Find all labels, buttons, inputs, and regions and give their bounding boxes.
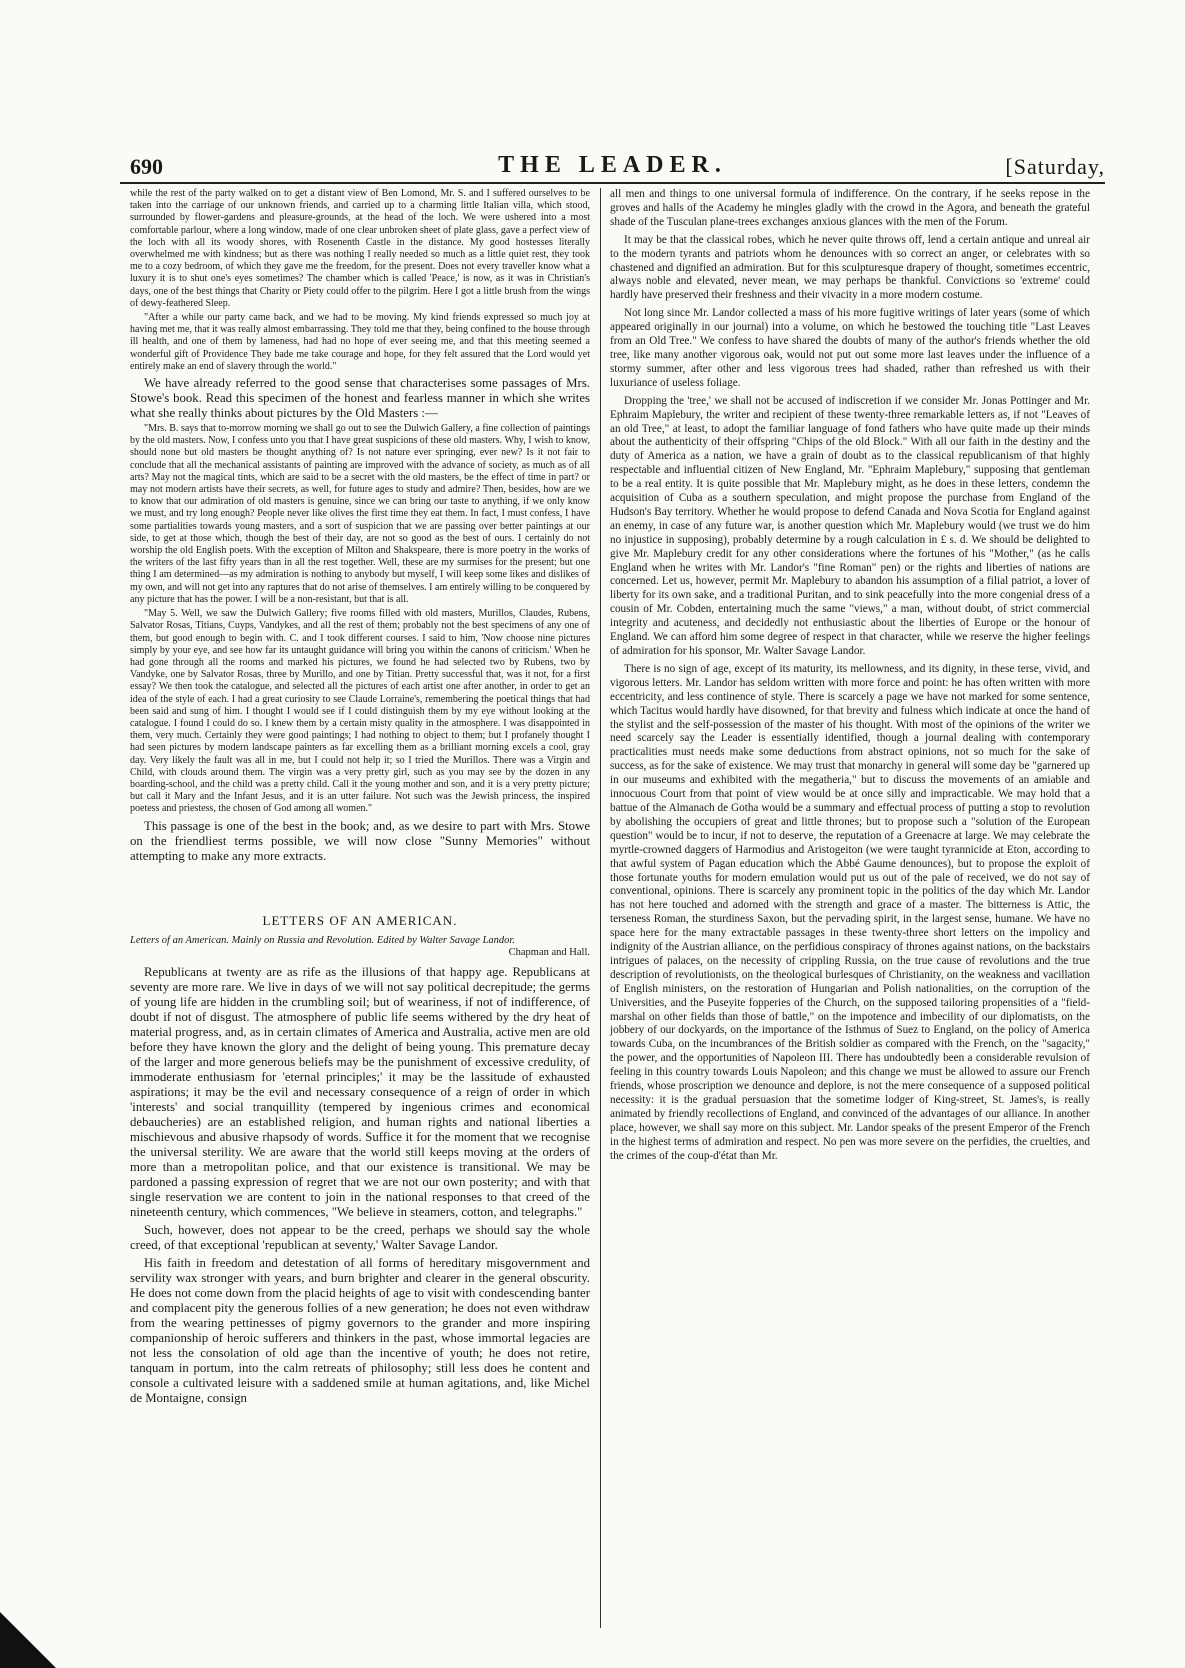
body-paragraph: Republicans at twenty are as rife as the illusions of that happy age. Republicans at seventy are more rare. We live in days of we will not say political decrepitude; the germs of young life are hidden in the crumbling soil; but of weariness, if not of indifference, of doubt if not of disgust. The atmosphere of public life seems withered by the dry heat of material progress, and, as in certain climates of America and Australia, active men are old before they have known the glory and the delight of being young. This premature decay of the larger and more generous beliefs may be the punishment of excessive credulity, of immoderate enthusiasm for 'eternal principles;' it may be the lassitude of exhausted aspirations; it may be the evil and necessary consequence of a reign of order in which 'interests' and social tranquillity (tempered by ingenious crimes and economical debaucheries) are an established religion, and human rights and national liberties a mischievous and abusive rhapsody of words. Suffice it for the moment that we recognise the universal sterility. We are aware that the world still keeps moving at the orders of more than a metropolitan police, and that our existence is transitional. We may be pardoned a passing expression of regret that we are not our own posterity; and with that single reservation we are content to join in the national responses to that creed of the nineteenth century, which commences, "We believe in steamers, cotton, and telegraphs." [130, 965, 590, 1220]
masthead-title: THE LEADER. [498, 152, 727, 178]
body-paragraph: Not long since Mr. Landor collected a mass of his more fugitive writings of later years (some of which appeared originally in our journal) into a volume, on which he bestowed the touching title "Last Leaves from an Old Tree." We confess to have shared the doubts of many of the author's friends whether the old tree, like many another vigorous oak, would not put out some more last leaves under the influence of a stormy summer, after other and less vigorous trees had shaded, rather than refreshed us with their luxuriance of useless foliage. [610, 307, 1090, 389]
body-paragraph: His faith in freedom and detestation of all forms of hereditary misgovernment and servility wax stronger with years, and burn brighter and clearer in the general obscurity. He does not come down from the placid heights of age to visit with condescending banter and complacent pity the generous follies of a new generation; he does not even withdraw from the wearing pettinesses of pigmy governors to the grander and more inspiring companionship of heroic sufferers and thinkers in the past, whose immortal legacies are not less the consolation of old age than the incentive of youth; he does not retire, tanquam in portum, into the calm retreats of philosophy; still less does he content and console a cultivated leisure with a saddened smile at human agitations, and, like Michel de Montaigne, consign [130, 1256, 590, 1406]
right-column [610, 188, 1090, 1168]
article-title: LETTERS OF AN AMERICAN. [262, 912, 458, 928]
body-paragraph: Such, however, does not appear to be the creed, perhaps we should say the whole creed, of that exceptional 'republican at seventy,' Walter Savage Landor. [130, 1223, 590, 1253]
issue-day: [Saturday, [1005, 154, 1105, 179]
page-number: 690 [130, 154, 163, 179]
column-divider [600, 188, 601, 1628]
body-paragraph: We have already referred to the good sense that characterises some passages of Mrs. Stowe's book. Read this specimen of the honest and fearless manner in which she writes what she really thinks about pictures by the Old Masters :— [130, 376, 590, 421]
body-paragraph: Dropping the 'tree,' we shall not be accused of indiscretion if we consider Mr. Jonas Pottinger and Mr. Ephraim Maplebury, the writer and recipient of these twenty-three remarkable letters as, if not "Leaves of an old Tree," at least, to adopt the familiar language of fond fathers who have quite made up their minds about the authenticity of their offspring "Chips of the old Block." With all our faith in the destiny and the duty of America as a nation, we have a grain of doubt as to the classical republicanism of that highly respectable and influential citizen of New England, Mr. "Ephraim Maplebury," supposing that gentleman to be a real entity. It is quite possible that Mr. Maplebury might, as he does in these letters, condemn the acquisition of Cuba as a southern speculation, and might propose the purchase from England of the Hudson's Bay territory. Whether he would propose to defend Canada and Nova Scotia for England against an enemy, in case of any future war, is another question which Mr. Maplebury would (we trust we do him no injustice in supposing), probably determine by a rough calculation in £ s. d. We should be delighted to give Mr. Maplebury credit for any other considerations where the fortunes of his "Mother," (as he calls England when he writes with Mr. Landor's "fine Roman" pen) or the rights and liberties of nations are concerned. Let us, however, permit Mr. Maplebury to abandon his assumption of a filial patriot, a lover of liberty for its own sake, and a traditional Puritan, and to sink peacefully into the more congenial dress of a cousin of Mr. Cobden, entertaining much the same "views," a man, without doubt, of strict commercial integrity and acuteness, and decidedly not enthusiastic about the liberties of Europe or the honour of England. We can afford him some degree of respect in that character, while we reserve the higher feelings of admiration for his sponsor, Mr. Walter Savage Landor. [610, 394, 1090, 657]
body-paragraph: This passage is one of the best in the book; and, as we desire to part with Mrs. Stowe on the friendliest terms possible, we will now close "Sunny Memories" without attempting to make any more extracts. [130, 818, 590, 863]
body-paragraph: There is no sign of age, except of its maturity, its mellowness, and its dignity, in these terse, vivid, and vigorous letters. Mr. Landor has seldom written with more force and point: he has often written with more eccentricity, and less continence of style. There is scarcely a page we have not marked for some sentence, which Tacitus would hardly have disowned, for that brevity and fulness which indicate at once the hand of the stylist and the self-possession of the master of his thought. With most of the opinions of the writer we need scarcely say the Leader is essentially identified, though a journal dealing with contemporary practicalities must needs make some deductions from abstract opinions, not so much for the sake of success, as for the sake of existence. We may trust that monarchy in general will some day be "garnered up in our museums and exhibited with the megatheria," but to discuss the movements of an amiable and innocuous Court from that point of view would be at once silly and impracticable. We may hold that a battue of the Almanach de Gotha would be a summary and effectual process of putting a stop to revolution by abolishing the occupiers of great and little thrones; but to propose such a "solution of the European question" would be to incur, if not to deserve, the reputation of a Greenacre at large. We may celebrate the myrtle-crowned daggers of Harmodius and Aristogeiton (we were taught tyrannicide at Eton, according to that awful system of Pagan education which the Abbé Gaume denounces), but to propose the exploit of those fortunate youths for modern emulation would put us out of the pale of received, we do not say of conventional, opinions. There is scarcely any prominent topic in the politics of the day which Mr. Landor has not here touched and adorned with the strength and grace of a master. The bitterness is Attic, the terseness Roman, the sturdiness Saxon, but the pervading spirit, in the largest sense, humane. We have no space here for the many extractable passages in these twenty-three short letters on the impolicy and indignity of the Austrian alliance, on the perfidious conspiracy of thrones against nations, on the backstairs intrigues of palaces, on the necessity of crippling Russia, on the true cause of revolutions and the true description of revolutionists, on the theological burlesques of Christianity, on the weakness and vacillation of English ministers, on the restoration of Hungarian and Polish nationalities, on the corruption of the Universities, and the Puseyite fopperies of the Church, on the supposed tailoring propensities of a "field-marshal on other fields than those of battle," on the impotence and imbecility of our diplomatists, on the jobbery of our dockyards, on the importance of the Isthmus of Suez to England, on the policy of America towards Cuba, on the incumbrances of the British soldier as compared with the French, on the "sagacity," the power, and the opportunities of Napoleon III. There has undoubtedly been a considerable revulsion of feeling in this country towards Louis Napoleon; and this change we must be allowed to assure our French friends, whose proscription we denounce and deplore, is not the mere consequence of a supposed political necessity: it is the gradual persuasion that the sometime lodger of King-street, St. James's, is really animated by friendly recollections of England, and convinced of the advantages of our alliance. In another place, however, we shall say more on this subject. Mr. Landor speaks of the present Emperor of the French in the highest terms of admiration and respect. No pen was more severe on the perfidies, the cruelties, and the crimes of the coup-d'état than Mr. [610, 662, 1090, 1162]
quote-continuation: while the rest of the party walked on to get a distant view of Ben Lomond, Mr. S. and I suffered ourselves to be taken into the carriage of our unknown friends, and carried up to a charming little Italian villa, which stood, surrounded by flower-gardens and pleasure-grounds, at the head of the loch. We were ushered into a most comfortable parlour, where a long window, made of one clear unbroken sheet of plate glass, gave a perfect view of the loch with all its woody shores, with Rosenenth Castle in the distance. My good hostesses literally overwhelmed me with kindness; but as there was nothing I really needed so much as a little quiet rest, they took me to a cozy bedroom, of which they gave me the freedom, for the present. Does not every traveller know what a luxury it is to shut one's eyes sometimes? The chamber which is called 'Peace,' is now, as it was in Christian's days, one of the best things that Charity or Piety could offer to the pilgrim. Here I got a little brush from the wings of dewy-feathered Sleep. [130, 188, 590, 309]
quote-paragraph: "Mrs. B. says that to-morrow morning we shall go out to see the Dulwich Gallery, a fine collection of paintings by the old masters. Now, I confess unto you that I have great suspicions of these old masters. Why, I wish to know, should none but old masters be thought anything of? Is not nature ever springing, ever new? Is it not fair to conclude that all the mechanical assistants of painting are improved with the advance of society, as much as of all arts? May not the magical tints, which are said to be a secret with the old masters, be the effect of time in part? or may not modern artists have their secrets, as well, for future ages to study and admire? Then, besides, how are we to know that our admiration of old masters is genuine, since we can bring our taste to anything, if we only know we must, and try long enough? People never like olives the first time they eat them. In fact, I must confess, I have some partialities towards young masters, and a sort of suspicion that we are passing over better paintings at our side, to get at those which, though the best of their day, are not so good as the best of ours. I certainly do not worship the old English poets. With the exception of Milton and Shakspeare, there is more poetry in the works of the writers of the last fifty years than in all the rest together. Well, these are my surmises for the present; but one thing I am determined—as my admiration is nothing to anybody but myself, I will keep some likes and dislikes of my own, and will not get into any raptures that do not arise of themselves. I am entirely willing to be conquered by any picture that has the power. I will be a non-resistant, but that is all. [130, 423, 590, 605]
body-paragraph: all men and things to one universal formula of indifference. On the contrary, if he seeks repose in the groves and halls of the Academy he mingles gladly with the crowd in the Agora, and beneath the grateful shade of the Tusculan plane-trees exchanges anxious glances with the men of the Forum. [610, 188, 1090, 228]
body-paragraph: It may be that the classical robes, which he never quite throws off, lend a certain antique and unreal air to the modern tyrants and patriots whom he denounces with so correct an anger, or celebrates with so chastened and dignified an admiration. But for this sculpturesque drapery of thought, sometimes eccentric, always noble and elevated, never mean, we may perhaps be thankful. Convictions so 'extreme' could hardly have preserved their freshness and their vivacity in a more modern costume. [610, 233, 1090, 302]
byline-text: Letters of an American. Mainly on Russia and Revolution. Edited by Walter Savage Landor. [130, 935, 515, 947]
article-byline [130, 935, 590, 959]
page-corner-shadow [0, 1612, 56, 1668]
page-header [120, 148, 1105, 184]
quote-paragraph: "May 5. Well, we saw the Dulwich Gallery; five rooms filled with old masters, Murillos, Claudes, Rubens, Salvator Rosas, Titians, Cuyps, Vandykes, and all the rest of them; probably not the best specimens of any one of them, but good enough to begin with. C. and I took different courses. I said to him, 'Now choose nine pictures simply by your eye, and see how far its untaught guidance will bring you within the canons of criticism.' When he had gone through all the rooms and marked his pictures, we found he had selected two by Rubens, two by Vandyke, one by Salvator Rosas, three by Murillo, and one by Titian. Pretty successful that, was it not, for a first essay? We then took the catalogue, and selected all the pictures of each artist one after another, in order to get an idea of the style of each. I had a great curiosity to see Claude Lorraine's, remembering the poetical things that had been said and sung of him. I thought I would see if I could distinguish them by my eye without looking at the catalogue. I found I could do so. I knew them by a certain misty quality in the atmosphere. I was disappointed in them, very much. Certainly they were good paintings; I had nothing to object to them; but I profanely thought I had seen pictures by modern landscape painters as far excelling them as a brilliant morning excels a cool, gray day. Very likely the fault was all in me, but I could not help it; so I tried the Murillos. There was a Virgin and Child, with clouds around them. The virgin was a very pretty girl, such as you may see by the dozen in any boarding-school, and the child was a pretty child. Call it the young mother and son, and it is a very pretty picture; but call it Mary and the Infant Jesus, and it is an utter failure. Not such was the Jewish princess, the inspired poetess and priestess, the chosen of God among all women." [130, 608, 590, 815]
left-column [130, 188, 590, 1406]
quote-paragraph: "After a while our party came back, and we had to be moving. My kind friends expressed so much joy at having met me, that it was really almost embarrassing. They told me that they, being confined to the house through ill health, and one of them by lameness, had had no hope of ever seeing me, and that this meeting seemed a wonderful gift of Providence They bade me take courage and hope, for they felt assured that the Lord would yet entirely make an end of slavery through the world." [130, 312, 590, 372]
publisher: Chapman and Hall. [508, 947, 590, 959]
